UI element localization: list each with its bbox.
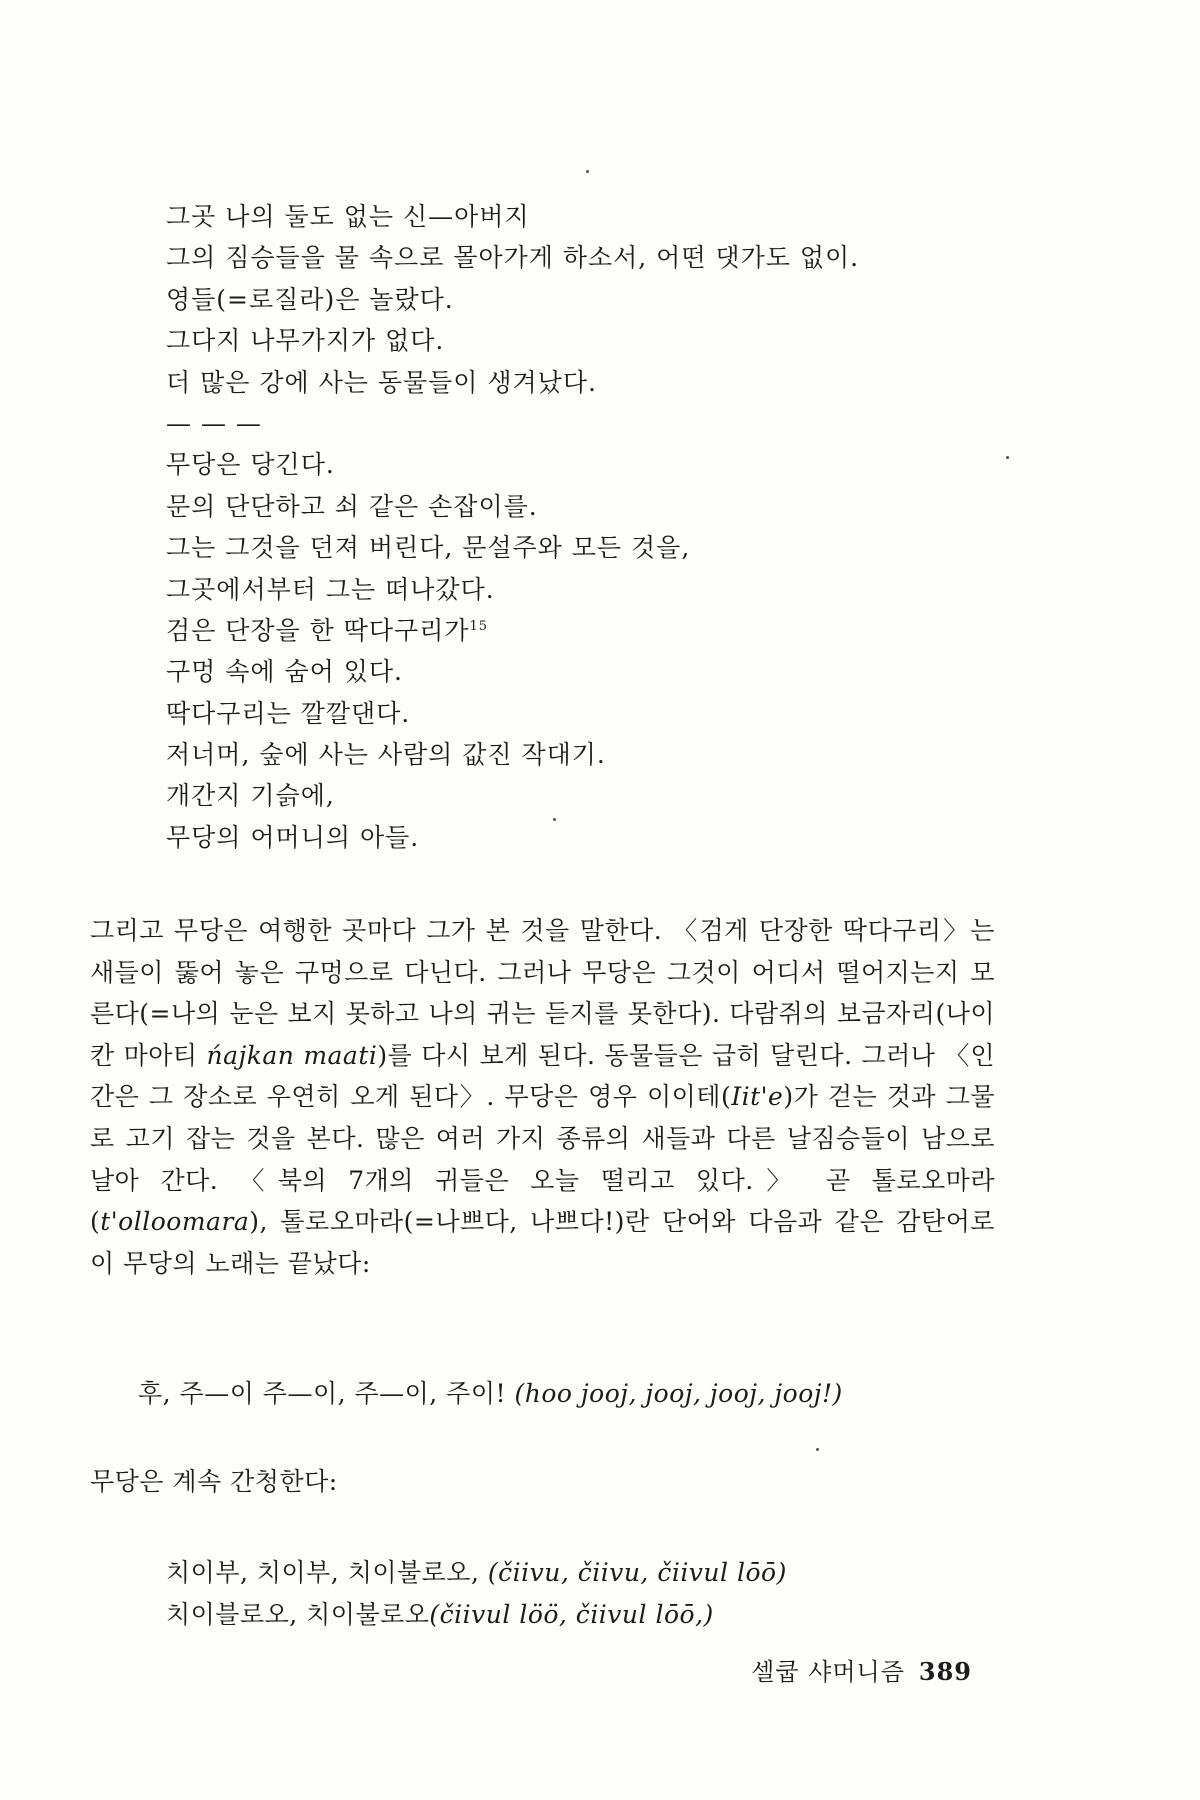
verse-line: 더 많은 강에 사는 동물들이 생겨났다.: [166, 367, 597, 397]
verse-line: 문의 단단하고 쇠 같은 손잡이를.: [166, 491, 538, 521]
paragraph-text: [90, 910, 995, 1284]
running-title: 셀쿱 샤머니즘: [751, 1658, 905, 1686]
transliteration: Iit'e: [731, 1082, 784, 1112]
print-speck: [816, 1448, 819, 1451]
chant-korean: 치이부, 치이부, 치이불로오,: [166, 1558, 488, 1587]
verse-line: 그의 짐승들을 물 속으로 몰아가게 하소서, 어떤 댓가도 없이.: [166, 243, 860, 273]
print-speck: [553, 818, 556, 821]
verse-line: 영들(=로질라)은 놀랐다.: [166, 284, 454, 314]
chant-line: [166, 1594, 787, 1636]
page-footer: [751, 1652, 972, 1687]
chant-line: [166, 1552, 787, 1594]
verse-line-text: 검은 단장을 한 딱다구리가: [166, 615, 470, 645]
footnote-marker: 15: [469, 618, 489, 634]
transliteration: t'olloomara: [100, 1207, 250, 1237]
transliteration: ńajkan maati: [206, 1040, 378, 1070]
verse-line: 무당의 어머니의 아들.: [166, 822, 420, 852]
verse-line: 그곳에서부터 그는 떠나갔다.: [166, 574, 495, 604]
prose-paragraph: [90, 910, 995, 1284]
verse-line: 구멍 속에 숨어 있다.: [166, 657, 403, 687]
verse-line: 딱다구리는 깔깔댄다.: [166, 698, 411, 728]
text-run: ), 톨로오마라(=나쁘다, 나쁘다!)란 단어와 다음과 같은 감탄어로 이 무당의 노래는 끝났다:: [90, 1207, 995, 1278]
chant-transliteration: (čiivu, čiivu, čiivul lōō): [487, 1558, 787, 1587]
intro-line: 무당은 계속 간청한다:: [90, 1467, 338, 1496]
chant-korean: 후, 주—이 주—이, 주—이, 주이!: [138, 1379, 515, 1408]
verse-line: 개간지 기슭에,: [166, 781, 335, 811]
chant-korean: 치이블로오, 치이불로오: [166, 1600, 430, 1629]
chant-transliteration: (čiivul löö, čiivul lōō,): [429, 1600, 714, 1629]
text-run: )가 걷는 것과 그물로 고기 잡는 것을 본다. 많은 여러 가지 종류의 새들과 다른 날짐승들이 남으로 날아 간다. 〈북의 7개의 귀들은 오늘 떨리고 있다.〉 곧 톨로오마라(: [90, 1082, 995, 1237]
verse-line: 무당은 당긴다.: [166, 450, 335, 480]
page-number: 389: [918, 1657, 972, 1686]
verse-line: 그는 그것을 던져 버린다, 문설주와 모든 것을,: [166, 533, 691, 563]
verse-line: [166, 610, 1026, 651]
verse-block: [166, 196, 1026, 858]
text-run: )를 다시 보게 된다. 동물들은 급히 달린다. 그러나 〈인간은 그 장소로 우연히 오게 된다〉. 무당은 영우 이이테(: [90, 1040, 995, 1112]
verse-separator: — — —: [166, 408, 262, 438]
text-run: 그리고 무당은 여행한 곳마다 그가 본 것을 말한다. 〈검게 단장한 딱다구리〉는 새들이 뚫어 놓은 구멍으로 다닌다. 그러나 무당은 그것이 어디서 떨어지는지 모른다(=나의 눈은 보지 못하고 나의 귀는 듣지를 못한다). 다람쥐의 보금자리(나이칸 마아티: [90, 916, 995, 1070]
chant-transliteration: (hoo jooj, jooj, jooj, jooj!): [514, 1379, 843, 1408]
verse-line: 저너머, 숲에 사는 사람의 값진 작대기.: [166, 740, 606, 770]
verse-line: 그다지 나무가지가 없다.: [166, 326, 445, 356]
print-speck: [586, 170, 589, 173]
chant-block: [166, 1552, 787, 1636]
print-speck: [1006, 456, 1009, 459]
chant-line: [138, 1374, 843, 1414]
verse-line: 그곳 나의 둘도 없는 신—아버지: [166, 202, 530, 231]
